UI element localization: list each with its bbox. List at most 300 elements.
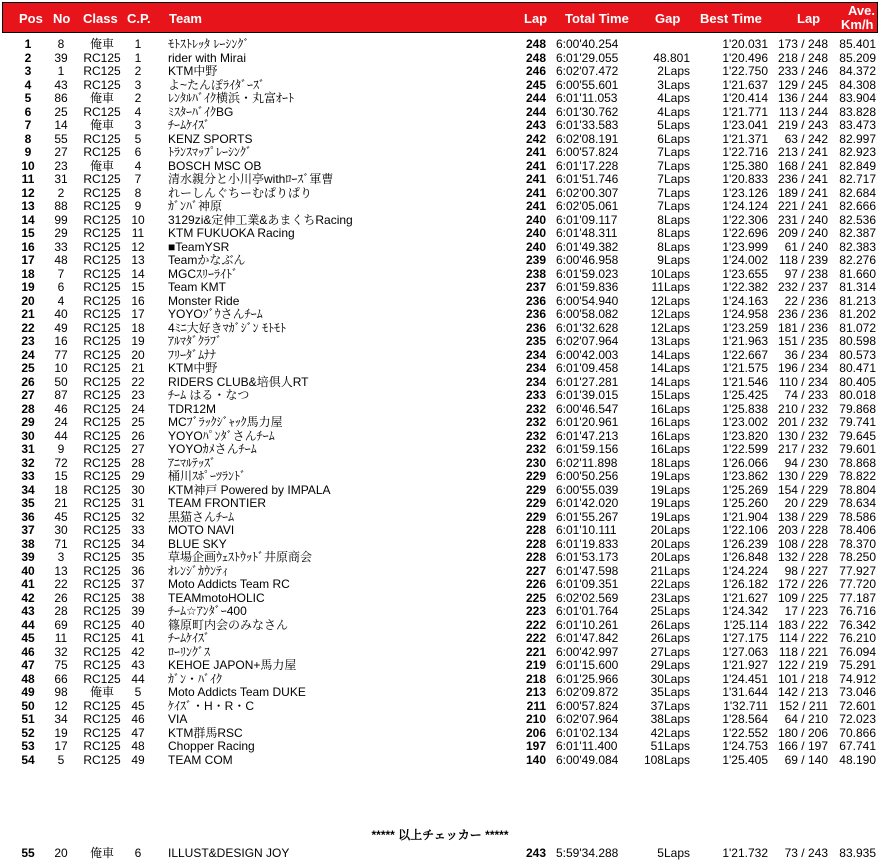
cell-ave-speed: 81.202 (839, 307, 876, 321)
cell-lap: 242 (525, 131, 546, 146)
cell-total-time: 6:02'07.964 (556, 712, 619, 726)
cell-best-lap: 20 / 229 (784, 496, 828, 510)
cell-best-time: 1'25.425 (722, 388, 768, 402)
cell-no: 39 (54, 50, 68, 65)
cell-cp: 39 (131, 604, 145, 618)
cell-cp: 12 (131, 239, 145, 254)
table-row (0, 389, 880, 403)
cell-no: 26 (54, 590, 68, 605)
cell-lap: 222 (525, 617, 546, 632)
table-row (0, 659, 880, 673)
cell-ave-speed: 78.822 (839, 469, 876, 483)
cell-cp: 20 (131, 347, 145, 362)
cell-ave-speed: 82.997 (839, 131, 876, 146)
cell-pos: 23 (21, 334, 35, 348)
cell-total-time: 6:01'02.134 (556, 725, 619, 740)
cell-gap: 21Laps (650, 563, 690, 578)
cell-best-time: 1'23.655 (722, 266, 768, 281)
cell-total-time: 6:01'29.055 (556, 50, 619, 65)
cell-total-time: 6:00'42.997 (556, 644, 619, 659)
cell-cp: 36 (131, 563, 145, 578)
cell-lap: 244 (525, 91, 546, 105)
cell-lap: 234 (525, 374, 546, 389)
cell-lap: 243 (525, 118, 546, 132)
cell-best-lap: 97 / 238 (784, 266, 828, 281)
cell-lap: 227 (525, 563, 546, 578)
cell-gap: 12Laps (650, 307, 690, 321)
header-gap: Gap (655, 11, 681, 26)
cell-class: RC125 (83, 455, 121, 470)
cell-lap: 232 (525, 415, 546, 429)
cell-best-lap: 36 / 234 (784, 347, 828, 362)
cell-total-time: 6:02'07.964 (556, 334, 619, 348)
table-row (0, 551, 880, 565)
cell-no: 11 (54, 631, 68, 645)
cell-class: RC125 (83, 644, 121, 659)
cell-best-lap: 61 / 240 (784, 239, 828, 254)
cell-gap: 8Laps (657, 239, 690, 254)
cell-team: ﾄﾗﾝｽﾏｯﾌﾟﾚｰｼﾝｸﾞ (168, 145, 253, 159)
cell-pos: 16 (21, 239, 35, 254)
cell-class: RC125 (83, 280, 121, 294)
cell-cp: 15 (131, 280, 145, 294)
table-row (0, 403, 880, 417)
cell-lap: 235 (525, 334, 546, 348)
cell-total-time: 6:01'09.117 (556, 212, 618, 227)
header-cp: C.P. (127, 11, 151, 26)
cell-gap: 8Laps (657, 212, 690, 227)
cell-ave-speed: 78.250 (839, 550, 876, 564)
results-table (0, 38, 880, 767)
cell-no: 22 (54, 577, 68, 591)
cell-class: RC125 (83, 401, 121, 416)
cell-ave-speed: 83.473 (839, 118, 876, 132)
table-row (0, 92, 880, 106)
cell-best-lap: 196 / 234 (777, 361, 828, 375)
results-header (2, 2, 878, 33)
cell-team: 草場企画ｳｪｽﾄｳｯﾄﾞ井原商会 (168, 550, 313, 564)
cell-cp: 26 (131, 428, 145, 443)
cell-pos: 30 (21, 428, 35, 443)
cell-lap: 222 (525, 631, 546, 645)
cell-lap: 238 (525, 266, 546, 281)
cell-total-time: 6:00'42.003 (556, 347, 619, 362)
cell-total-time: 6:01'20.961 (556, 415, 619, 429)
cell-best-lap: 168 / 241 (777, 158, 828, 173)
cell-total-time: 6:01'11.053 (556, 91, 618, 105)
cell-lap: 206 (525, 725, 546, 740)
cell-gap: 15Laps (650, 388, 690, 402)
cell-gap: 12Laps (650, 320, 690, 335)
cell-total-time: 6:00'57.824 (556, 145, 619, 159)
cell-class: RC125 (83, 712, 121, 726)
cell-team: MOTO NAVI (168, 523, 235, 537)
cell-total-time: 6:01'15.600 (556, 658, 619, 672)
cell-total-time: 6:02'05.061 (556, 199, 619, 213)
cell-class: 俺車 (89, 118, 114, 132)
cell-pos: 38 (21, 536, 35, 551)
cell-best-time: 1'25.380 (722, 158, 768, 173)
cell-best-lap: 209 / 240 (777, 226, 828, 240)
cell-lap: 241 (525, 185, 546, 200)
cell-team: ■TeamYSR (168, 239, 230, 254)
cell-gap: 2Laps (657, 64, 690, 78)
cell-no: 13 (54, 563, 68, 578)
cell-best-time: 1'24.451 (722, 671, 768, 686)
table-row (0, 214, 880, 228)
cell-class: RC125 (83, 415, 121, 429)
header-pos: Pos (19, 11, 43, 26)
cell-best-time: 1'25.838 (722, 401, 768, 416)
cell-pos: 51 (21, 712, 35, 726)
cell-no: 75 (54, 658, 68, 672)
cell-class: RC125 (83, 604, 121, 618)
cell-ave-speed: 82.383 (839, 239, 876, 254)
table-row (0, 173, 880, 187)
cell-class: RC125 (83, 536, 121, 551)
cell-class: RC125 (83, 428, 121, 443)
cell-pos: 28 (21, 401, 35, 416)
cell-total-time: 6:01'53.173 (556, 550, 619, 564)
cell-cp: 45 (131, 698, 145, 713)
cell-cp: 6 (134, 846, 142, 860)
table-row (0, 565, 880, 579)
cell-total-time: 6:00'46.547 (556, 401, 619, 416)
cell-gap: 5Laps (657, 118, 690, 132)
cell-gap: 42Laps (650, 725, 690, 740)
cell-team: Moto Addicts Team RC (168, 577, 290, 591)
cell-gap: 4Laps (657, 104, 690, 119)
cell-lap: 229 (525, 496, 546, 510)
cell-lap: 228 (525, 523, 546, 537)
cell-best-lap: 173 / 248 (777, 37, 828, 51)
cell-best-lap: 130 / 229 (777, 469, 828, 483)
table-row (0, 605, 880, 619)
cell-ave-speed: 78.586 (839, 509, 876, 524)
cell-team: 3129zi&定伸工業&あまくちRacing (168, 212, 353, 227)
cell-class: 俺車 (89, 37, 114, 51)
cell-pos: 46 (21, 644, 35, 659)
cell-pos: 26 (21, 374, 35, 389)
cell-pos: 21 (21, 307, 35, 321)
cell-best-time: 1'23.259 (722, 320, 768, 335)
cell-lap: 237 (525, 280, 546, 294)
cell-ave-speed: 67.741 (839, 739, 876, 753)
cell-gap: 26Laps (650, 631, 690, 645)
cell-total-time: 6:01'47.213 (556, 428, 619, 443)
cell-no: 6 (57, 280, 65, 294)
cell-pos: 47 (21, 658, 35, 672)
cell-total-time: 6:01'10.261 (556, 617, 619, 632)
table-row (0, 578, 880, 592)
cell-ave-speed: 82.849 (839, 158, 876, 173)
cell-no: 23 (54, 158, 68, 173)
table-row (0, 52, 880, 66)
cell-total-time: 6:00'57.824 (556, 698, 619, 713)
cell-total-time: 6:01'42.020 (556, 496, 619, 510)
cell-ave-speed: 81.213 (839, 293, 876, 308)
cell-ave-speed: 73.046 (839, 685, 876, 699)
cell-best-time: 1'22.552 (722, 725, 768, 740)
cell-team: ｶﾞﾝﾊﾞ神原 (168, 199, 223, 213)
cell-class: RC125 (83, 253, 121, 267)
table-row (0, 847, 880, 861)
cell-pos: 29 (21, 415, 35, 429)
cell-total-time: 6:00'55.601 (556, 77, 619, 92)
cell-total-time: 6:01'59.156 (556, 442, 619, 456)
cell-no: 28 (54, 604, 68, 618)
cell-best-lap: 219 / 243 (777, 118, 828, 132)
cell-class: RC125 (83, 617, 121, 632)
cell-lap: 243 (525, 846, 546, 860)
cell-no: 3 (57, 550, 65, 564)
cell-best-time: 1'23.999 (722, 239, 768, 254)
cell-ave-speed: 85.209 (839, 50, 876, 65)
cell-no: 69 (54, 617, 68, 632)
cell-total-time: 6:01'27.281 (556, 374, 619, 389)
cell-gap: 19Laps (650, 469, 690, 483)
cell-no: 5 (57, 752, 65, 767)
cell-pos: 11 (21, 172, 35, 186)
cell-team: ｹｲｽﾞ・H・R・C (168, 698, 254, 713)
cell-lap: 221 (525, 644, 546, 659)
cell-best-time: 1'24.224 (722, 563, 768, 578)
cell-ave-speed: 79.645 (839, 428, 876, 443)
cell-team: ｱﾙﾏﾀﾞｸﾗﾌﾞ (168, 334, 223, 348)
cell-best-lap: 189 / 241 (777, 185, 828, 200)
cell-best-time: 1'24.002 (722, 253, 768, 267)
cell-gap: 16Laps (650, 415, 690, 429)
cell-class: RC125 (83, 482, 121, 497)
cell-best-lap: 113 / 244 (778, 104, 828, 119)
cell-ave-speed: 82.387 (839, 226, 876, 240)
cell-total-time: 6:02'07.472 (556, 64, 619, 78)
header-ave-line2: Km/h (841, 17, 874, 32)
cell-ave-speed: 75.291 (839, 658, 876, 672)
cell-class: RC125 (83, 50, 121, 65)
cell-pos: 18 (21, 266, 35, 281)
cell-cp: 40 (131, 617, 145, 632)
table-row (0, 430, 880, 444)
cell-gap: 48.801 (653, 50, 690, 65)
header-best-lap: Lap (797, 11, 821, 26)
cell-ave-speed: 81.660 (839, 266, 876, 281)
cell-cp: 9 (134, 199, 142, 213)
cell-lap: 240 (525, 226, 546, 240)
cell-gap: 3Laps (657, 77, 690, 92)
extra-result-row (0, 847, 880, 861)
cell-lap: 232 (525, 428, 546, 443)
cell-team: Monster Ride (168, 293, 240, 308)
cell-class: RC125 (83, 212, 121, 227)
cell-total-time: 6:00'55.039 (556, 482, 619, 497)
cell-class: RC125 (83, 334, 121, 348)
cell-best-lap: 142 / 213 (777, 685, 828, 699)
cell-pos: 45 (21, 631, 35, 645)
table-row (0, 146, 880, 160)
cell-no: 29 (54, 226, 68, 240)
cell-class: RC125 (83, 496, 121, 510)
table-row (0, 200, 880, 214)
cell-gap: 25Laps (650, 604, 690, 618)
cell-best-time: 1'25.114 (723, 617, 768, 632)
cell-pos: 49 (21, 685, 35, 699)
cell-ave-speed: 74.912 (839, 671, 876, 686)
cell-gap: 20Laps (650, 523, 690, 537)
cell-pos: 34 (21, 482, 35, 497)
cell-best-lap: 232 / 237 (777, 280, 828, 294)
cell-cp: 6 (134, 145, 142, 159)
cell-lap: 245 (525, 77, 546, 92)
table-row (0, 227, 880, 241)
cell-total-time: 6:02'09.872 (556, 685, 619, 699)
cell-best-time: 1'21.371 (722, 131, 768, 146)
cell-class: RC125 (83, 671, 121, 686)
cell-gap: 51Laps (650, 739, 690, 753)
cell-lap: 223 (525, 604, 546, 618)
cell-gap: 27Laps (650, 644, 690, 659)
cell-lap: 241 (525, 145, 546, 159)
cell-lap: 240 (525, 239, 546, 254)
cell-gap: 14Laps (650, 361, 690, 375)
cell-total-time: 6:01'10.111 (556, 523, 617, 537)
cell-best-lap: 218 / 248 (777, 50, 828, 65)
cell-cp: 5 (134, 685, 142, 699)
cell-class: RC125 (83, 172, 121, 186)
cell-team: TEAM FRONTIER (168, 496, 266, 510)
cell-ave-speed: 78.868 (839, 455, 876, 470)
cell-ave-speed: 83.904 (839, 91, 876, 105)
cell-no: 55 (54, 131, 68, 146)
header-total-time: Total Time (565, 11, 629, 26)
cell-cp: 24 (131, 401, 145, 416)
cell-gap: 8Laps (657, 226, 690, 240)
cell-class: RC125 (83, 293, 121, 308)
cell-cp: 43 (131, 658, 145, 672)
cell-gap: 14Laps (650, 374, 690, 389)
cell-class: RC125 (83, 239, 121, 254)
cell-team: RIDERS CLUB&培倶人RT (168, 374, 309, 389)
table-row (0, 133, 880, 147)
cell-class: RC125 (83, 658, 121, 672)
cell-best-lap: 201 / 232 (777, 415, 828, 429)
cell-class: RC125 (83, 577, 121, 591)
cell-team: MGCｽﾘｰﾗｲﾄﾞ (168, 266, 238, 281)
cell-ave-speed: 72.601 (839, 698, 876, 713)
cell-pos: 15 (21, 226, 35, 240)
table-row (0, 646, 880, 660)
cell-best-lap: 154 / 229 (777, 482, 828, 497)
table-row (0, 673, 880, 687)
cell-cp: 33 (131, 523, 145, 537)
cell-best-lap: 73 / 243 (784, 846, 828, 860)
table-row (0, 538, 880, 552)
table-row (0, 376, 880, 390)
cell-best-time: 1'21.927 (722, 658, 768, 672)
cell-best-time: 1'23.820 (722, 428, 768, 443)
cell-total-time: 6:01'30.762 (556, 104, 619, 119)
table-row (0, 470, 880, 484)
cell-no: 7 (57, 266, 65, 281)
cell-cp: 22 (131, 374, 145, 389)
cell-cp: 32 (131, 509, 145, 524)
cell-class: 俺車 (89, 158, 114, 173)
cell-gap: 7Laps (657, 199, 690, 213)
cell-pos: 32 (21, 455, 35, 470)
table-row (0, 106, 880, 120)
cell-best-lap: 236 / 236 (777, 307, 828, 321)
cell-ave-speed: 76.210 (839, 631, 876, 645)
header-ave-line1: Ave. (848, 3, 875, 18)
cell-best-lap: 203 / 228 (777, 523, 828, 537)
cell-pos: 36 (21, 509, 35, 524)
cell-pos: 41 (21, 577, 35, 591)
cell-total-time: 6:01'49.382 (556, 239, 619, 254)
cell-best-lap: 110 / 234 (778, 374, 828, 389)
cell-gap: 16Laps (650, 442, 690, 456)
table-row (0, 119, 880, 133)
cell-total-time: 6:00'49.084 (556, 752, 619, 767)
cell-best-time: 1'27.175 (722, 631, 768, 645)
cell-best-lap: 114 / 222 (778, 631, 828, 645)
cell-best-lap: 63 / 242 (784, 131, 828, 146)
cell-team: Moto Addicts Team DUKE (168, 685, 306, 699)
cell-team: 黒猫さんﾁｰﾑ (168, 509, 235, 524)
cell-best-time: 1'24.124 (722, 199, 768, 213)
cell-team: MCﾌﾞﾗｯｸｼﾞｬｯｸ馬力屋 (168, 415, 283, 429)
cell-total-time: 6:01'33.583 (556, 118, 619, 132)
cell-no: 48 (54, 253, 68, 267)
cell-pos: 2 (24, 50, 32, 65)
cell-total-time: 6:01'32.628 (556, 320, 619, 335)
cell-best-lap: 152 / 211 (778, 698, 828, 713)
cell-team: Teamかなぶん (168, 253, 246, 267)
cell-pos: 55 (21, 846, 35, 860)
cell-class: RC125 (83, 320, 121, 335)
cell-pos: 1 (24, 37, 32, 51)
cell-cp: 17 (131, 307, 145, 321)
cell-gap: 30Laps (650, 671, 690, 686)
cell-no: 4 (57, 293, 65, 308)
cell-no: 50 (54, 374, 68, 389)
cell-team: rider with Mirai (168, 50, 247, 65)
cell-team: KENZ SPORTS (168, 131, 253, 146)
table-row (0, 416, 880, 430)
cell-class: RC125 (83, 469, 121, 483)
cell-lap: 236 (525, 307, 546, 321)
cell-total-time: 6:00'58.082 (556, 307, 619, 321)
cell-cp: 5 (134, 131, 142, 146)
cell-no: 40 (54, 307, 68, 321)
cell-pos: 14 (21, 212, 35, 227)
cell-cp: 1 (134, 37, 142, 51)
cell-pos: 4 (24, 77, 32, 92)
cell-total-time: 6:00'46.958 (556, 253, 619, 267)
cell-best-lap: 118 / 221 (778, 644, 828, 659)
cell-cp: 14 (131, 266, 145, 281)
cell-cp: 23 (131, 388, 145, 402)
header-no: No (53, 11, 71, 26)
cell-no: 30 (54, 523, 68, 537)
cell-lap: 234 (525, 347, 546, 362)
cell-best-time: 1'23.862 (722, 469, 768, 483)
cell-pos: 8 (24, 131, 32, 146)
cell-best-time: 1'24.753 (722, 739, 768, 753)
cell-lap: 225 (525, 590, 546, 605)
cell-total-time: 6:01'48.311 (556, 226, 618, 240)
cell-ave-speed: 82.717 (839, 172, 876, 186)
cell-pos: 7 (24, 118, 32, 132)
